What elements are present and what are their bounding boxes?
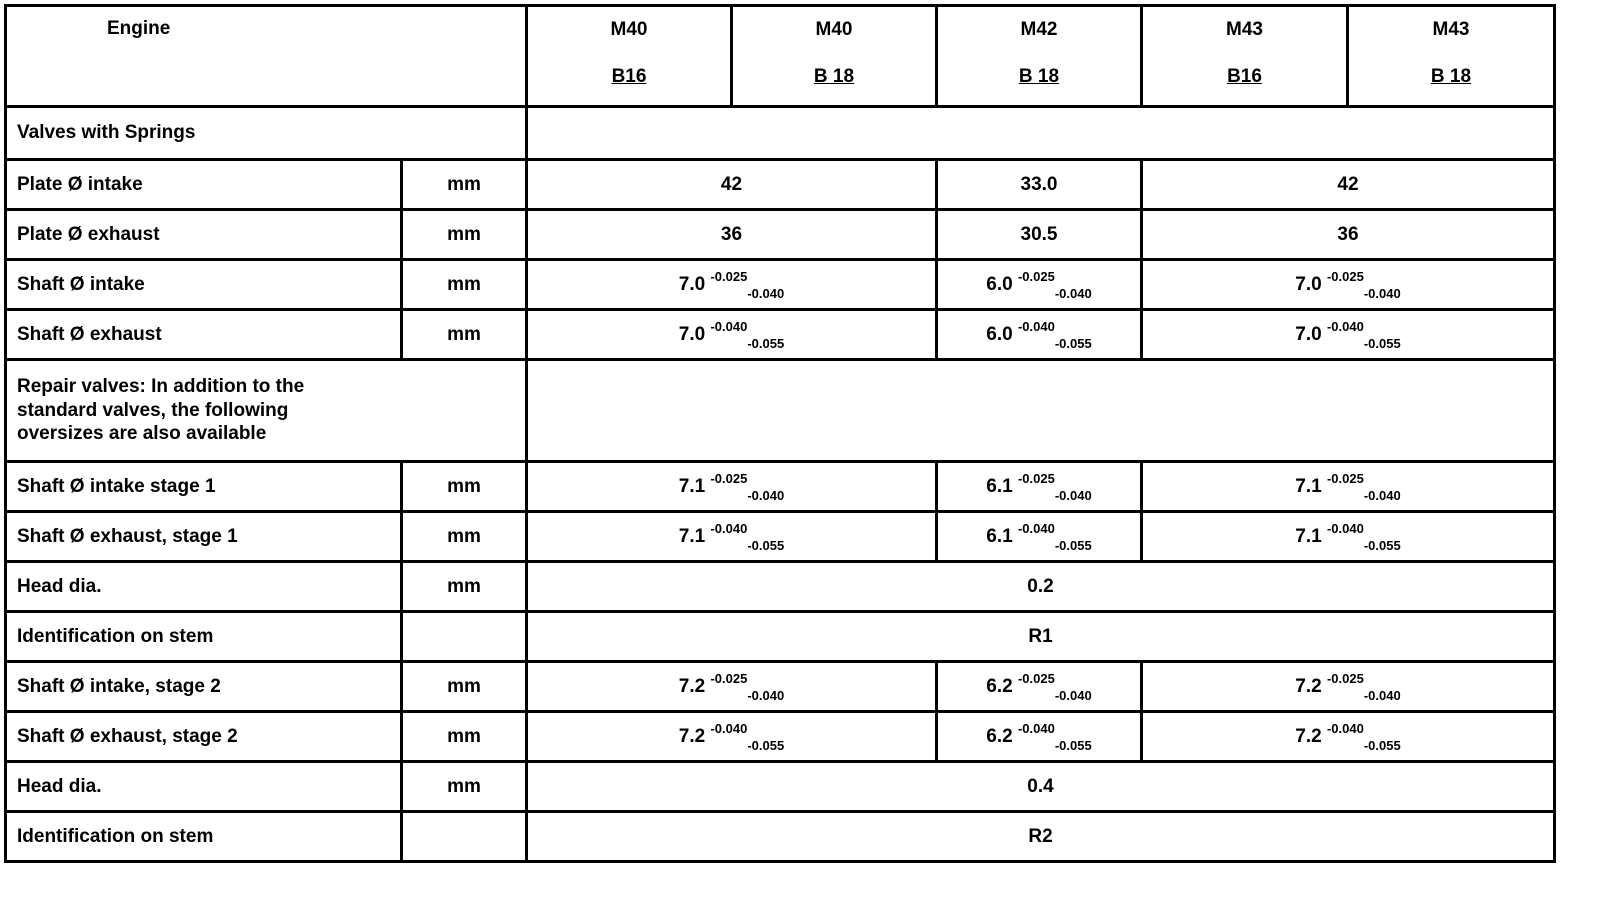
value-m40: 7.2 $^{-0.040}_{-0.055}$: [527, 712, 937, 762]
row-unit: mm: [402, 260, 527, 310]
value-m43: 36: [1142, 210, 1555, 260]
value-m43: 42: [1142, 160, 1555, 210]
row-unit: mm: [402, 310, 527, 360]
row-unit: mm: [402, 462, 527, 512]
section-title: Valves with Springs: [6, 107, 527, 160]
value-m40: 36: [527, 210, 937, 260]
row-unit: mm: [402, 210, 527, 260]
value-m40: 7.1 $^{-0.025}_{-0.040}$: [527, 462, 937, 512]
value-m40: 7.0 $^{-0.025}_{-0.040}$: [527, 260, 937, 310]
value-m42: 6.2 $^{-0.040}_{-0.055}$: [937, 712, 1142, 762]
model-header-m40-b18: M40 B 18: [732, 6, 937, 107]
row-label: Shaft Ø intake stage 1: [6, 462, 402, 512]
value-m43: 7.1 $^{-0.025}_{-0.040}$: [1142, 462, 1555, 512]
row-unit: mm: [402, 762, 527, 812]
row-head-dia-1: [6, 562, 1555, 612]
header-row: [6, 6, 1555, 107]
row-label: Shaft Ø exhaust, stage 1: [6, 512, 402, 562]
row-label: Identification on stem: [6, 612, 402, 662]
value-m42: 6.0 $^{-0.025}_{-0.040}$: [937, 260, 1142, 310]
value-m40: 42: [527, 160, 937, 210]
row-label: Head dia.: [6, 762, 402, 812]
row-shaft-exhaust-stage2: [6, 712, 1555, 762]
row-unit: [402, 612, 527, 662]
row-label: Identification on stem: [6, 812, 402, 862]
value-all: 0.4: [527, 762, 1555, 812]
value-all: R2: [527, 812, 1555, 862]
model-header-m43-b16: M43 B16: [1142, 6, 1348, 107]
row-unit: mm: [402, 662, 527, 712]
row-repair-note: [6, 360, 1555, 462]
value-m43: 7.0 $^{-0.025}_{-0.040}$: [1142, 260, 1555, 310]
repair-note: Repair valves: In addition to the standard valves, the following oversizes are also available: [6, 360, 527, 462]
value-m40: 7.1 $^{-0.040}_{-0.055}$: [527, 512, 937, 562]
model-header-m43-b18: M43 B 18: [1348, 6, 1555, 107]
value-m42: 6.1 $^{-0.040}_{-0.055}$: [937, 512, 1142, 562]
row-label: Plate Ø exhaust: [6, 210, 402, 260]
row-shaft-intake-stage2: [6, 662, 1555, 712]
row-shaft-exhaust-stage1: [6, 512, 1555, 562]
row-shaft-intake: [6, 260, 1555, 310]
row-head-dia-2: [6, 762, 1555, 812]
value-m42: 6.0 $^{-0.040}_{-0.055}$: [937, 310, 1142, 360]
value-all: 0.2: [527, 562, 1555, 612]
value-m42: 33.0: [937, 160, 1142, 210]
value-m43: 7.1 $^{-0.040}_{-0.055}$: [1142, 512, 1555, 562]
repair-empty-cell: [527, 360, 1555, 462]
value-m43: 7.0 $^{-0.040}_{-0.055}$: [1142, 310, 1555, 360]
row-label: Shaft Ø intake: [6, 260, 402, 310]
value-all: R1: [527, 612, 1555, 662]
row-identification-1: [6, 612, 1555, 662]
valve-spec-table: [4, 4, 1556, 863]
model-header-m40-b16: M40 B16: [527, 6, 732, 107]
section-row: [6, 107, 1555, 160]
value-m40: 7.0 $^{-0.040}_{-0.055}$: [527, 310, 937, 360]
value-m40: 7.2 $^{-0.025}_{-0.040}$: [527, 662, 937, 712]
section-empty-cell: [527, 107, 1555, 160]
row-plate-intake: [6, 160, 1555, 210]
row-unit: [402, 812, 527, 862]
row-unit: mm: [402, 160, 527, 210]
row-label: Plate Ø intake: [6, 160, 402, 210]
row-unit: mm: [402, 712, 527, 762]
engine-label: Engine: [6, 6, 527, 107]
row-shaft-intake-stage1: [6, 462, 1555, 512]
value-m42: 6.1 $^{-0.025}_{-0.040}$: [937, 462, 1142, 512]
value-m42: 6.2 $^{-0.025}_{-0.040}$: [937, 662, 1142, 712]
value-m42: 30.5: [937, 210, 1142, 260]
value-m43: 7.2 $^{-0.025}_{-0.040}$: [1142, 662, 1555, 712]
row-label: Head dia.: [6, 562, 402, 612]
value-m43: 7.2 $^{-0.040}_{-0.055}$: [1142, 712, 1555, 762]
row-unit: mm: [402, 512, 527, 562]
row-plate-exhaust: [6, 210, 1555, 260]
row-unit: mm: [402, 562, 527, 612]
row-label: Shaft Ø exhaust: [6, 310, 402, 360]
model-header-m42-b18: M42 B 18: [937, 6, 1142, 107]
row-label: Shaft Ø intake, stage 2: [6, 662, 402, 712]
row-shaft-exhaust: [6, 310, 1555, 360]
row-identification-2: [6, 812, 1555, 862]
row-label: Shaft Ø exhaust, stage 2: [6, 712, 402, 762]
